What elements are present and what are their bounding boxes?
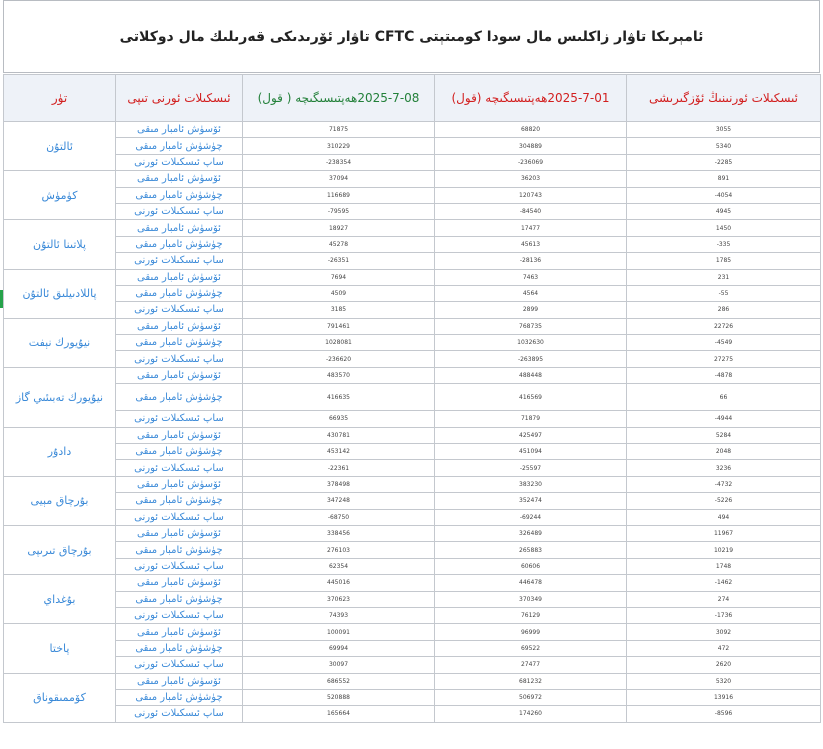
change-cell[interactable]: -5226 bbox=[627, 493, 821, 509]
change-cell[interactable]: 1748 bbox=[627, 558, 821, 574]
table-row bbox=[4, 673, 821, 689]
value-0708-cell[interactable]: 791461 bbox=[243, 318, 435, 334]
value-0708-cell[interactable]: -238354 bbox=[243, 154, 435, 170]
commodity-name[interactable]: پاللادىيلىق ئالتۇن bbox=[4, 269, 116, 318]
position-type-cell[interactable]: چۈشۈش ئامبار مىقى bbox=[116, 335, 243, 351]
position-type-cell[interactable]: چۈشۈش ئامبار مىقى bbox=[116, 493, 243, 509]
change-cell[interactable]: 2620 bbox=[627, 657, 821, 673]
change-cell[interactable]: 286 bbox=[627, 302, 821, 318]
position-type-cell[interactable]: ئۆسۈش ئامبار مىقى bbox=[116, 269, 243, 285]
position-type-cell[interactable]: ئۆسۈش ئامبار مىقى bbox=[116, 122, 243, 138]
value-0701-cell[interactable]: 352474 bbox=[435, 493, 627, 509]
change-cell[interactable]: 11967 bbox=[627, 525, 821, 541]
change-cell[interactable]: -8596 bbox=[627, 706, 821, 722]
value-0708-cell[interactable]: 69994 bbox=[243, 640, 435, 656]
change-cell[interactable]: 5320 bbox=[627, 673, 821, 689]
position-type-cell[interactable]: ساپ ئىسكىلات ئورنى bbox=[116, 460, 243, 476]
commodity-name[interactable]: پلاتىنا ئالتۇن bbox=[4, 220, 116, 269]
value-0701-cell[interactable]: 326489 bbox=[435, 525, 627, 541]
commodity-name[interactable]: پاختا bbox=[4, 624, 116, 673]
position-type-cell[interactable]: ساپ ئىسكىلات ئورنى bbox=[116, 203, 243, 219]
value-0701-cell[interactable]: 120743 bbox=[435, 187, 627, 203]
value-0701-cell[interactable]: 370349 bbox=[435, 591, 627, 607]
header-date-0708[interactable]: 2025-7-08ھەپتىسىگىچە ( قول) bbox=[243, 75, 435, 122]
change-cell[interactable]: 66 bbox=[627, 384, 821, 411]
commodity-name[interactable]: بۇرچاق تىرىپى bbox=[4, 525, 116, 574]
value-0701-cell[interactable]: 506972 bbox=[435, 689, 627, 705]
change-cell[interactable]: 22726 bbox=[627, 318, 821, 334]
change-cell[interactable]: 891 bbox=[627, 171, 821, 187]
position-type-cell[interactable]: چۈشۈش ئامبار مىقى bbox=[116, 285, 243, 301]
position-type-cell[interactable]: ساپ ئىسكىلات ئورنى bbox=[116, 253, 243, 269]
position-type-cell[interactable]: ئۆسۈش ئامبار مىقى bbox=[116, 220, 243, 236]
change-cell[interactable]: 3092 bbox=[627, 624, 821, 640]
position-type-cell[interactable]: ساپ ئىسكىلات ئورنى bbox=[116, 351, 243, 367]
value-0701-cell[interactable]: 69522 bbox=[435, 640, 627, 656]
change-cell[interactable]: -4878 bbox=[627, 367, 821, 383]
table-row bbox=[4, 542, 821, 558]
change-cell[interactable]: 494 bbox=[627, 509, 821, 525]
position-type-cell[interactable]: ئۆسۈش ئامبار مىقى bbox=[116, 427, 243, 443]
commodity-name[interactable]: ئالتۇن bbox=[4, 122, 116, 171]
change-cell[interactable]: 5340 bbox=[627, 138, 821, 154]
table-row bbox=[4, 509, 821, 525]
position-type-cell[interactable]: چۈشۈش ئامبار مىقى bbox=[116, 640, 243, 656]
table-row bbox=[4, 525, 821, 541]
value-0701-cell[interactable]: 681232 bbox=[435, 673, 627, 689]
change-cell[interactable]: 231 bbox=[627, 269, 821, 285]
commodity-name[interactable]: كۆممىقوناق bbox=[4, 673, 116, 722]
value-0701-cell[interactable]: 1032630 bbox=[435, 335, 627, 351]
header-date-0701[interactable]: 2025-7-01ھەپتىسىگىچە (قول) bbox=[435, 75, 627, 122]
value-0701-cell[interactable]: -236069 bbox=[435, 154, 627, 170]
value-0701-cell[interactable]: 4564 bbox=[435, 285, 627, 301]
table-row bbox=[4, 640, 821, 656]
position-type-cell[interactable]: ئۆسۈش ئامبار مىقى bbox=[116, 575, 243, 591]
value-0708-cell[interactable]: -26351 bbox=[243, 253, 435, 269]
value-0708-cell[interactable]: 100091 bbox=[243, 624, 435, 640]
value-0708-cell[interactable]: 378498 bbox=[243, 476, 435, 492]
table-row bbox=[4, 269, 821, 285]
position-type-cell[interactable]: ساپ ئىسكىلات ئورنى bbox=[116, 607, 243, 623]
value-0701-cell[interactable]: 17477 bbox=[435, 220, 627, 236]
commodity-name[interactable]: دادۇر bbox=[4, 427, 116, 476]
value-0708-cell[interactable]: 116689 bbox=[243, 187, 435, 203]
value-0701-cell[interactable]: 304889 bbox=[435, 138, 627, 154]
value-0708-cell[interactable]: 483570 bbox=[243, 367, 435, 383]
value-0708-cell[interactable]: 520888 bbox=[243, 689, 435, 705]
table-row bbox=[4, 171, 821, 187]
change-cell[interactable]: -2285 bbox=[627, 154, 821, 170]
value-0701-cell[interactable]: 7463 bbox=[435, 269, 627, 285]
table-row bbox=[4, 318, 821, 334]
value-0701-cell[interactable]: 68820 bbox=[435, 122, 627, 138]
value-0708-cell[interactable]: 276103 bbox=[243, 542, 435, 558]
table-body bbox=[4, 122, 821, 723]
position-type-cell[interactable]: ساپ ئىسكىلات ئورنى bbox=[116, 154, 243, 170]
value-0701-cell[interactable]: 174260 bbox=[435, 706, 627, 722]
change-cell[interactable]: -55 bbox=[627, 285, 821, 301]
value-0701-cell[interactable]: 416569 bbox=[435, 384, 627, 411]
change-cell[interactable]: 3236 bbox=[627, 460, 821, 476]
table-row bbox=[4, 203, 821, 219]
commodity-name[interactable]: نيۇيورك تەبىئىي گاز bbox=[4, 367, 116, 427]
change-cell[interactable]: -1462 bbox=[627, 575, 821, 591]
value-0701-cell[interactable]: 451094 bbox=[435, 444, 627, 460]
position-type-cell[interactable]: ساپ ئىسكىلات ئورنى bbox=[116, 509, 243, 525]
change-cell[interactable]: 274 bbox=[627, 591, 821, 607]
value-0701-cell[interactable]: 71879 bbox=[435, 411, 627, 427]
change-cell[interactable]: -4054 bbox=[627, 187, 821, 203]
value-0708-cell[interactable]: 1028081 bbox=[243, 335, 435, 351]
value-0708-cell[interactable]: 71875 bbox=[243, 122, 435, 138]
value-0708-cell[interactable]: 165664 bbox=[243, 706, 435, 722]
positions-table bbox=[3, 74, 821, 723]
value-0708-cell[interactable]: 30097 bbox=[243, 657, 435, 673]
value-0701-cell[interactable]: 96999 bbox=[435, 624, 627, 640]
value-0701-cell[interactable]: 425497 bbox=[435, 427, 627, 443]
table-row bbox=[4, 236, 821, 252]
position-type-cell[interactable]: ئۆسۈش ئامبار مىقى bbox=[116, 673, 243, 689]
report-title: ئامېرىكا تاۋار زاكلىس مال سودا كومىتېتى CFTC تاۋار ئۆرىدىكى قەرىلىك مال دوكلاتى bbox=[3, 0, 820, 73]
commodity-name[interactable]: بۇرچاق مېيى bbox=[4, 476, 116, 525]
value-0701-cell[interactable]: 383230 bbox=[435, 476, 627, 492]
value-0708-cell[interactable]: 37094 bbox=[243, 171, 435, 187]
change-cell[interactable]: 1450 bbox=[627, 220, 821, 236]
table-row bbox=[4, 427, 821, 443]
change-cell[interactable]: 3055 bbox=[627, 122, 821, 138]
table-row bbox=[4, 558, 821, 574]
position-type-cell[interactable]: ئۆسۈش ئامبار مىقى bbox=[116, 367, 243, 383]
table-row bbox=[4, 138, 821, 154]
position-type-cell[interactable]: چۈشۈش ئامبار مىقى bbox=[116, 542, 243, 558]
table-row bbox=[4, 706, 821, 722]
table-row bbox=[4, 351, 821, 367]
position-type-cell[interactable]: چۈشۈش ئامبار مىقى bbox=[116, 384, 243, 411]
value-0708-cell[interactable]: 66935 bbox=[243, 411, 435, 427]
table-row bbox=[4, 367, 821, 383]
change-cell[interactable]: -4549 bbox=[627, 335, 821, 351]
value-0708-cell[interactable]: -22361 bbox=[243, 460, 435, 476]
table-row bbox=[4, 444, 821, 460]
position-type-cell[interactable]: چۈشۈش ئامبار مىقى bbox=[116, 444, 243, 460]
value-0701-cell[interactable]: 488448 bbox=[435, 367, 627, 383]
change-cell[interactable]: -4944 bbox=[627, 411, 821, 427]
table-row bbox=[4, 220, 821, 236]
value-0701-cell[interactable]: -25597 bbox=[435, 460, 627, 476]
change-cell[interactable]: -335 bbox=[627, 236, 821, 252]
position-type-cell[interactable]: ساپ ئىسكىلات ئورنى bbox=[116, 558, 243, 574]
value-0708-cell[interactable]: 3185 bbox=[243, 302, 435, 318]
value-0701-cell[interactable]: -28136 bbox=[435, 253, 627, 269]
value-0708-cell[interactable]: 62354 bbox=[243, 558, 435, 574]
value-0708-cell[interactable]: 18927 bbox=[243, 220, 435, 236]
table-row bbox=[4, 460, 821, 476]
position-type-cell[interactable]: ئۆسۈش ئامبار مىقى bbox=[116, 525, 243, 541]
table-row bbox=[4, 187, 821, 203]
value-0701-cell[interactable]: 2899 bbox=[435, 302, 627, 318]
change-cell[interactable]: 2048 bbox=[627, 444, 821, 460]
value-0708-cell[interactable]: 430781 bbox=[243, 427, 435, 443]
position-type-cell[interactable]: چۈشۈش ئامبار مىقى bbox=[116, 689, 243, 705]
position-type-cell[interactable]: ساپ ئىسكىلات ئورنى bbox=[116, 706, 243, 722]
table-row bbox=[4, 591, 821, 607]
table-row bbox=[4, 253, 821, 269]
table-row bbox=[4, 493, 821, 509]
position-type-cell[interactable]: ساپ ئىسكىلات ئورنى bbox=[116, 411, 243, 427]
position-type-cell[interactable]: چۈشۈش ئامبار مىقى bbox=[116, 138, 243, 154]
value-0708-cell[interactable]: 338456 bbox=[243, 525, 435, 541]
value-0708-cell[interactable]: 370623 bbox=[243, 591, 435, 607]
value-0701-cell[interactable]: 768735 bbox=[435, 318, 627, 334]
commodity-name[interactable]: نيۇيورك نېفت bbox=[4, 318, 116, 367]
change-cell[interactable]: 1785 bbox=[627, 253, 821, 269]
header-commodity[interactable]: تۈر bbox=[4, 75, 116, 122]
header-position-type[interactable]: ئىسكىلات ئورنى تىپى bbox=[116, 75, 243, 122]
table-row bbox=[4, 154, 821, 170]
change-cell[interactable]: -1736 bbox=[627, 607, 821, 623]
table-row bbox=[4, 657, 821, 673]
commodity-name[interactable]: بۇغداي bbox=[4, 575, 116, 624]
table-row bbox=[4, 122, 821, 138]
table-row bbox=[4, 285, 821, 301]
position-type-cell[interactable]: ئۆسۈش ئامبار مىقى bbox=[116, 476, 243, 492]
value-0708-cell[interactable]: 45278 bbox=[243, 236, 435, 252]
value-0708-cell[interactable]: 445016 bbox=[243, 575, 435, 591]
table-row bbox=[4, 411, 821, 427]
value-0708-cell[interactable]: -236620 bbox=[243, 351, 435, 367]
table-row bbox=[4, 689, 821, 705]
change-cell[interactable]: -4732 bbox=[627, 476, 821, 492]
position-type-cell[interactable]: ئۆسۈش ئامبار مىقى bbox=[116, 171, 243, 187]
position-type-cell[interactable]: ساپ ئىسكىلات ئورنى bbox=[116, 657, 243, 673]
table-row bbox=[4, 575, 821, 591]
change-cell[interactable]: 27275 bbox=[627, 351, 821, 367]
table-row bbox=[4, 476, 821, 492]
header-row bbox=[4, 75, 821, 122]
position-type-cell[interactable]: چۈشۈش ئامبار مىقى bbox=[116, 187, 243, 203]
value-0701-cell[interactable]: 446478 bbox=[435, 575, 627, 591]
change-cell[interactable]: 13916 bbox=[627, 689, 821, 705]
value-0708-cell[interactable]: 686552 bbox=[243, 673, 435, 689]
table-row bbox=[4, 302, 821, 318]
value-0701-cell[interactable]: -69244 bbox=[435, 509, 627, 525]
position-type-cell[interactable]: ساپ ئىسكىلات ئورنى bbox=[116, 302, 243, 318]
value-0701-cell[interactable]: 36203 bbox=[435, 171, 627, 187]
value-0708-cell[interactable]: 453142 bbox=[243, 444, 435, 460]
header-change[interactable]: ئىسكىلات ئورنىنىڭ ئۆزگىرىشى bbox=[627, 75, 821, 122]
change-cell[interactable]: 10219 bbox=[627, 542, 821, 558]
value-0708-cell[interactable]: 310229 bbox=[243, 138, 435, 154]
position-type-cell[interactable]: ئۆسۈش ئامبار مىقى bbox=[116, 318, 243, 334]
value-0701-cell[interactable]: -84540 bbox=[435, 203, 627, 219]
value-0708-cell[interactable]: -79595 bbox=[243, 203, 435, 219]
value-0708-cell[interactable]: 4509 bbox=[243, 285, 435, 301]
value-0708-cell[interactable]: 74393 bbox=[243, 607, 435, 623]
value-0708-cell[interactable]: 347248 bbox=[243, 493, 435, 509]
value-0701-cell[interactable]: 60606 bbox=[435, 558, 627, 574]
value-0708-cell[interactable]: 416635 bbox=[243, 384, 435, 411]
table-row bbox=[4, 607, 821, 623]
position-type-cell[interactable]: ئۆسۈش ئامبار مىقى bbox=[116, 624, 243, 640]
value-0701-cell[interactable]: 27477 bbox=[435, 657, 627, 673]
change-cell[interactable]: 472 bbox=[627, 640, 821, 656]
table-row bbox=[4, 624, 821, 640]
position-type-cell[interactable]: چۈشۈش ئامبار مىقى bbox=[116, 591, 243, 607]
value-0701-cell[interactable]: 45613 bbox=[435, 236, 627, 252]
change-cell[interactable]: 4945 bbox=[627, 203, 821, 219]
value-0708-cell[interactable]: 7694 bbox=[243, 269, 435, 285]
position-type-cell[interactable]: چۈشۈش ئامبار مىقى bbox=[116, 236, 243, 252]
value-0701-cell[interactable]: -263895 bbox=[435, 351, 627, 367]
value-0701-cell[interactable]: 265883 bbox=[435, 542, 627, 558]
value-0701-cell[interactable]: 76129 bbox=[435, 607, 627, 623]
table-row bbox=[4, 384, 821, 411]
commodity-name[interactable]: كۈمۈش bbox=[4, 171, 116, 220]
change-cell[interactable]: 5284 bbox=[627, 427, 821, 443]
value-0708-cell[interactable]: -68750 bbox=[243, 509, 435, 525]
table-row bbox=[4, 335, 821, 351]
